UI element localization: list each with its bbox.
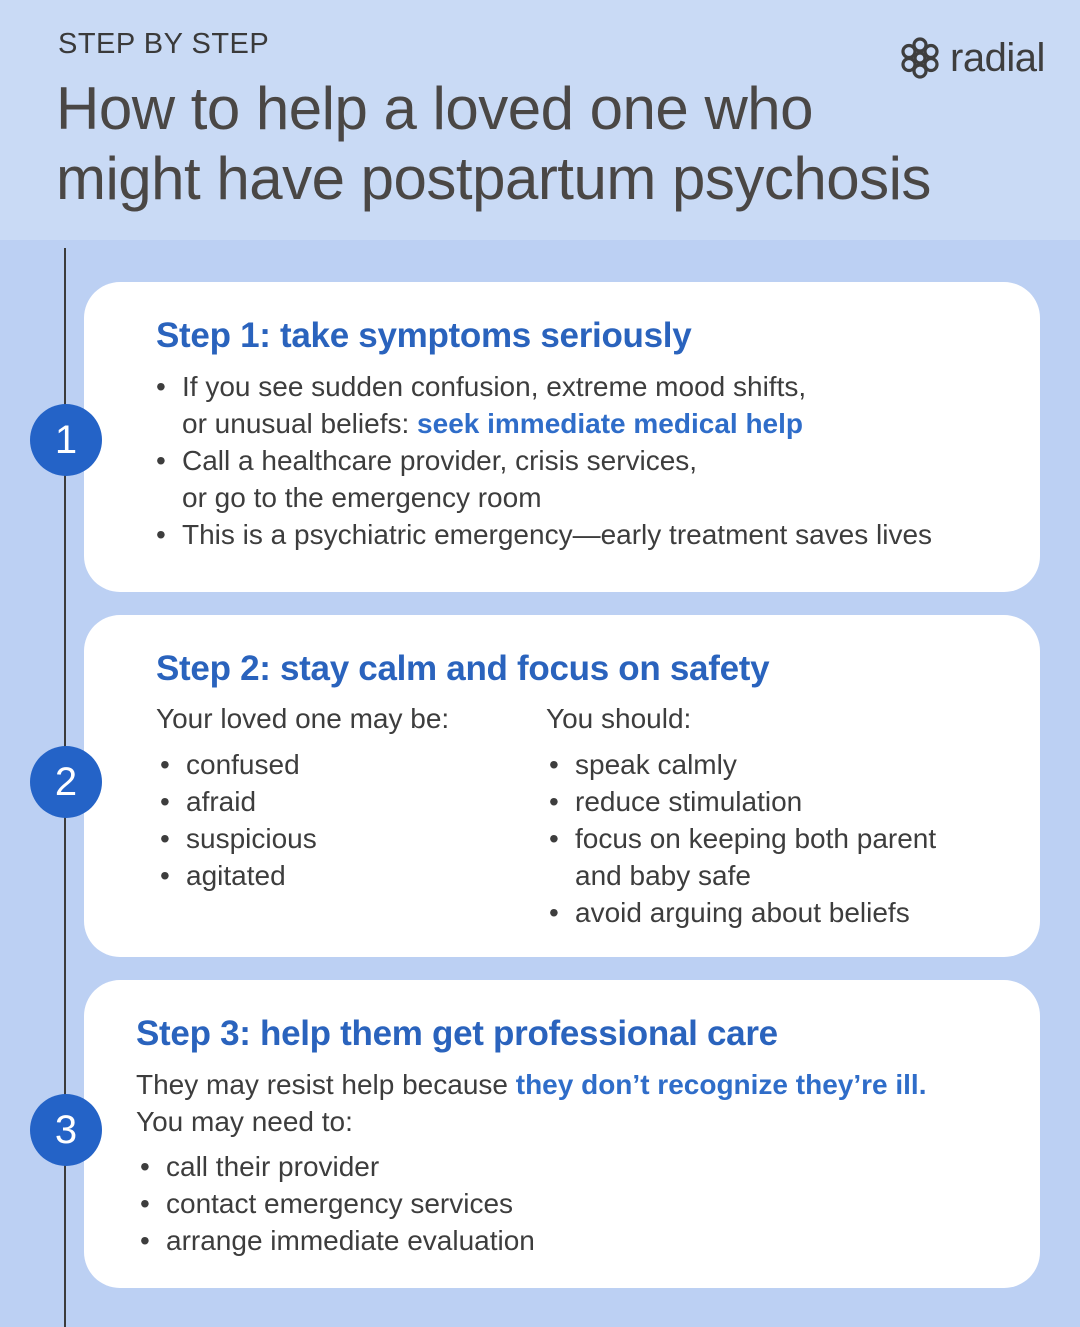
step-1-title: Step 1: take symptoms seriously — [156, 316, 692, 355]
page-title-line-2: might have postpartum psychosis — [56, 145, 931, 212]
list-item: • Call a healthcare provider, crisis services, — [156, 445, 698, 476]
list-item: • suspicious — [160, 823, 317, 854]
list-item: • If you see sudden confusion, extreme mood shifts, — [156, 371, 807, 402]
step-3-intro: They may resist help because they don’t recognize they’re ill. You may need to: — [136, 1069, 927, 1137]
step-3-title: Step 3: help them get professional care — [136, 1014, 778, 1053]
list-item: • speak calmly — [549, 749, 737, 780]
right-column-heading: You should: — [546, 703, 692, 734]
page-title-line-1: How to help a loved one who — [56, 75, 814, 142]
step-2-card — [84, 615, 1040, 957]
step-1-bullets — [156, 368, 932, 553]
page-title — [56, 74, 1016, 214]
step-2-number-badge: 2 — [30, 746, 102, 818]
list-item: • avoid arguing about beliefs — [549, 897, 910, 928]
brand-logo — [898, 34, 1045, 82]
list-item: • afraid — [160, 786, 257, 817]
list-item: • contact emergency services — [140, 1188, 514, 1219]
list-item-continuation: or go to the emergency room — [182, 482, 542, 513]
left-column-list — [160, 746, 317, 894]
step-1-card — [84, 282, 1040, 592]
step-1-number-badge: 1 — [30, 404, 102, 476]
step-3-list — [140, 1148, 535, 1259]
left-column-heading: Your loved one may be: — [156, 703, 450, 734]
eyebrow-label: STEP BY STEP — [58, 28, 270, 60]
list-item: • call their provider — [140, 1151, 380, 1182]
list-item: • focus on keeping both parent — [549, 823, 937, 854]
header — [0, 0, 1080, 240]
flower-knot-icon — [898, 36, 942, 80]
list-item-continuation: or unusual beliefs: seek immediate medical help — [182, 408, 804, 439]
list-item: • confused — [160, 749, 300, 780]
highlight-dont-recognize: they don’t recognize they’re ill. — [515, 1069, 927, 1100]
list-item: • arrange immediate evaluation — [140, 1225, 535, 1256]
list-item: • agitated — [160, 860, 286, 891]
brand-name: radial — [950, 35, 1045, 80]
list-item-continuation: and baby safe — [575, 860, 751, 891]
step-3-number-badge: 3 — [30, 1094, 102, 1166]
step-2-title: Step 2: stay calm and focus on safety — [156, 649, 770, 688]
step-3-card — [84, 980, 1040, 1288]
list-item: • This is a psychiatric emergency—early treatment saves lives — [156, 519, 933, 550]
list-item: • reduce stimulation — [549, 786, 803, 817]
right-column-list — [549, 746, 936, 931]
highlight-seek-help: seek immediate medical help — [417, 408, 804, 439]
